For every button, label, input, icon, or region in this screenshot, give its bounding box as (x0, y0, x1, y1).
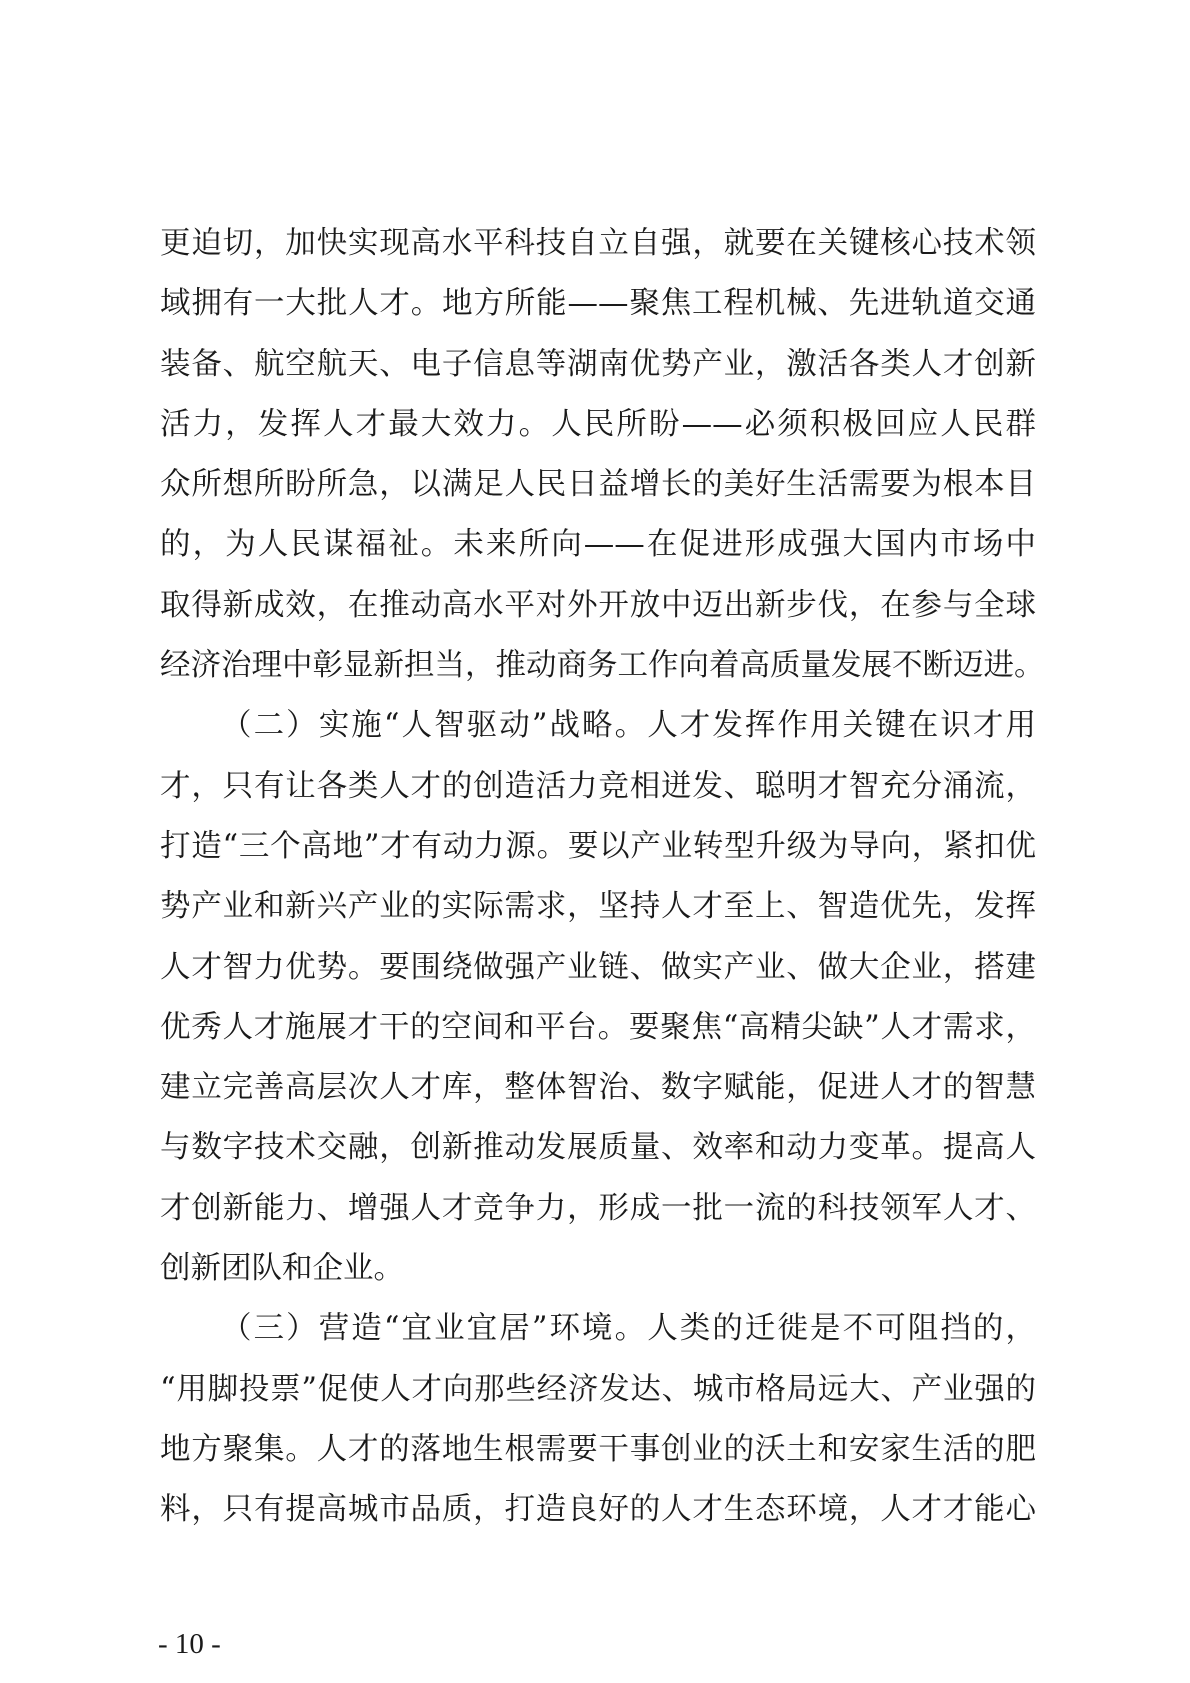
text-line: 众所想所盼所急，以满足人民日益增长的美好生活需要为根本目 (160, 467, 1036, 503)
text-line: 装备、航空航天、电子信息等湖南优势产业，激活各类人才创新 (160, 346, 1036, 382)
text-line: 优秀人才施展才干的空间和平台。要聚焦“高精尖缺”人才需求， (160, 1009, 1036, 1045)
text-line: “用脚投票”促使人才向那些经济发达、城市格局远大、产业强的 (160, 1371, 1036, 1407)
text-line: 地方聚集。人才的落地生根需要干事创业的沃土和安家生活的肥 (160, 1431, 1036, 1467)
section-heading-line: （三）营造“宜业宜居”环境。人类的迁徙是不可阻挡的， (221, 1311, 1036, 1347)
text-line: 的，为人民谋福祉。未来所向——在促进形成强大国内市场中 (160, 527, 1036, 563)
text-line: 才创新能力、增强人才竞争力，形成一批一流的科技领军人才、 (160, 1190, 1036, 1226)
text-line: 创新团队和企业。 (160, 1251, 404, 1287)
text-line: 取得新成效，在推动高水平对外开放中迈出新步伐，在参与全球 (160, 587, 1036, 623)
text-line: 料，只有提高城市品质，打造良好的人才生态环境，人才才能心 (160, 1492, 1036, 1528)
text-line: 与数字技术交融，创新推动发展质量、效率和动力变革。提高人 (160, 1130, 1036, 1166)
text-line: 才，只有让各类人才的创造活力竞相迸发、聪明才智充分涌流， (160, 768, 1036, 804)
text-line: 人才智力优势。要围绕做强产业链、做实产业、做大企业，搭建 (160, 949, 1036, 985)
body-text (160, 214, 1045, 1541)
text-line: 活力，发挥人才最大效力。人民所盼——必须积极回应人民群 (160, 406, 1036, 442)
text-line: 域拥有一大批人才。地方所能——聚焦工程机械、先进轨道交通 (160, 286, 1036, 322)
text-line: 建立完善高层次人才库，整体智治、数字赋能，促进人才的智慧 (160, 1070, 1036, 1106)
section-heading-line: （二）实施“人智驱动”战略。人才发挥作用关键在识才用 (221, 708, 1036, 744)
text-line: 势产业和新兴产业的实际需求，坚持人才至上、智造优先，发挥 (160, 889, 1036, 925)
text-line: 经济治理中彰显新担当，推动商务工作向着高质量发展不断迈进。 (160, 648, 1045, 684)
text-line: 打造“三个高地”才有动力源。要以产业转型升级为导向，紧扣优 (160, 828, 1036, 864)
text-line: 更迫切，加快实现高水平科技自立自强，就要在关键核心技术领 (160, 226, 1036, 261)
page-number: - 10 - (158, 1628, 221, 1660)
